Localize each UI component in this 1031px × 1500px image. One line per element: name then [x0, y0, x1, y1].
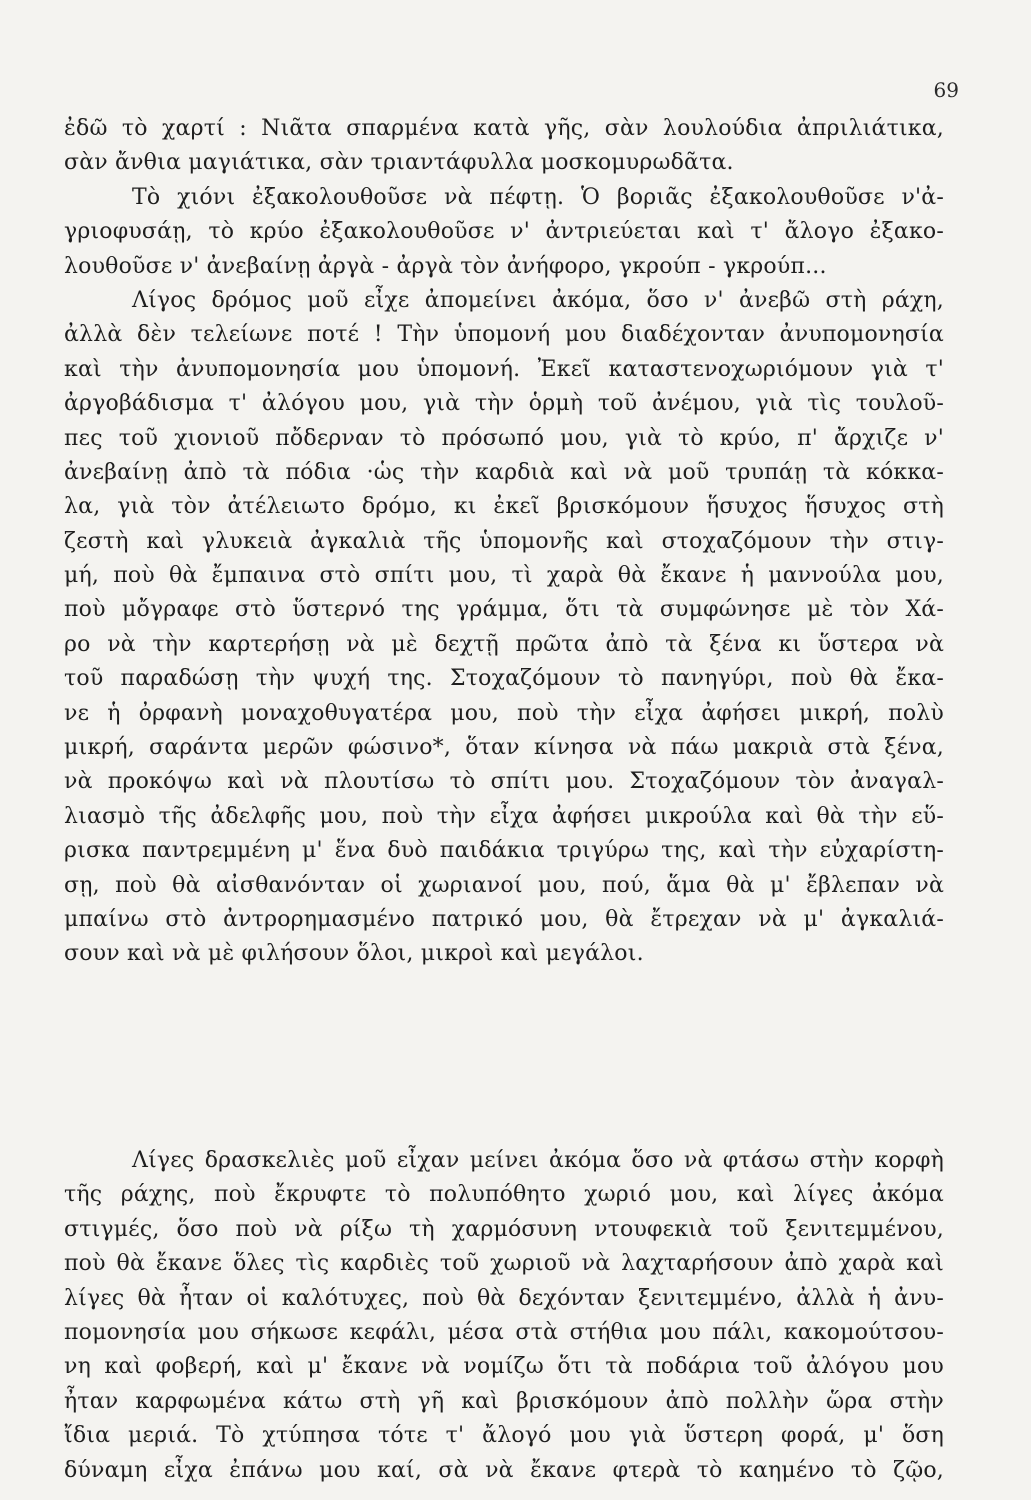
text-line: μικρή, σαράντα μερῶν φώσινο*, ὅταν κίνησα νὰ πάω μακριὰ στὰ ξένα, — [64, 735, 944, 761]
page-number: 69 — [933, 78, 959, 102]
text-block-lower — [64, 1144, 944, 1488]
text-line: Λίγες δρασκελιὲς μοῦ εἶχαν μείνει ἀκόμα ὅσο νὰ φτάσω στὴν κορφὴ — [132, 1148, 944, 1173]
text-line: ρισκα παντρεμμένη μ' ἕνα δυὸ παιδάκια τριγύρω της, καὶ τὴν εὐχαρίστη- — [64, 838, 944, 864]
text-line: Τὸ χιόνι ἐξακολουθοῦσε νὰ πέφτῃ. Ὁ βοριᾶς ἐξακολουθοῦσε ν'ἀ- — [132, 184, 944, 210]
text-line: νὰ προκόψω καὶ νὰ πλουτίσω τὸ σπίτι μου. Στοχαζόμουν τὸν ἀναγαλ- — [64, 769, 944, 795]
text-line: λα, γιὰ τὸν ἀτέλειωτο δρόμο, κι ἐκεῖ βρισκόμουν ἥσυχος ἥσυχος στὴ — [64, 494, 944, 520]
text-line: τοῦ παραδώσῃ τὴν ψυχή της. Στοχαζόμουν τὸ πανηγύρι, ποὺ θὰ ἔκα- — [64, 666, 944, 692]
text-line: καὶ τὴν ἀνυπομονησία μου ὑπομονή. Ἐκεῖ καταστενοχωριόμουν γιὰ τ' — [64, 356, 944, 382]
text-line: πομονησία μου σήκωσε κεφάλι, μέσα στὰ στήθια μου πάλι, κακομούτσου- — [64, 1319, 944, 1345]
text-line: τῆς ράχης, ποὺ ἔκρυφτε τὸ πολυπόθητο χωριό μου, καὶ λίγες ἀκόμα — [64, 1182, 944, 1208]
text-line: νη καὶ φοβερή, καὶ μ' ἔκανε νὰ νομίζω ὅτι τὰ ποδάρια τοῦ ἀλόγου μου — [64, 1354, 944, 1380]
text-line: ζεστὴ καὶ γλυκειὰ ἀγκαλιὰ τῆς ὑπομονῆς καὶ στοχαζόμουν τὴν στιγ- — [64, 528, 944, 554]
text-line: σῃ, ποὺ θὰ αἰσθανόνταν οἱ χωριανοί μου, πού, ἅμα θὰ μ' ἔβλεπαν νὰ — [64, 872, 944, 898]
text-line: ἴδια μεριά. Τὸ χτύπησα τότε τ' ἄλογό μου γιὰ ὕστερη φορά, μ' ὅση — [64, 1423, 944, 1449]
text-line: νε ἡ ὀρφανὴ μοναχοθυγατέρα μου, ποὺ τὴν εἶχα ἀφήσει μικρή, πολὺ — [64, 700, 944, 726]
text-line: Λίγος δρόμος μοῦ εἶχε ἀπομείνει ἀκόμα, ὅσο ν' ἀνεβῶ στὴ ράχη, — [132, 287, 944, 313]
text-line: ἀλλὰ δὲν τελείωνε ποτέ ! Τὴν ὑπομονή μου διαδέχονταν ἀνυπομονησία — [64, 322, 944, 348]
text-line: γριοφυσάῃ, τὸ κρύο ἐξακολουθοῦσε ν' ἀντριεύεται καὶ τ' ἄλογο ἐξακο- — [64, 219, 944, 245]
text-line: μπαίνω στὸ ἀντρορημασμένο πατρικό μου, θὰ ἔτρεχαν νὰ μ' ἀγκαλιά- — [64, 906, 944, 932]
text-line: δύναμη εἶχα ἐπάνω μου καί, σὰ νὰ ἔκανε φτερὰ τὸ καημένο τὸ ζῷο, — [64, 1457, 944, 1483]
text-line: πες τοῦ χιονιοῦ πὄδερναν τὸ πρόσωπό μου, γιὰ τὸ κρύο, π' ἄρχιζε ν' — [64, 425, 944, 451]
text-line: σουν καὶ νὰ μὲ φιλήσουν ὅλοι, μικροὶ καὶ μεγάλοι. — [64, 941, 644, 967]
text-line: ἦταν καρφωμένα κάτω στὴ γῆ καὶ βρισκόμουν ἀπὸ πολλὴν ὥρα στὴν — [64, 1388, 944, 1414]
text-line: ἀνεβαίνῃ ἀπὸ τὰ πόδια ·ὡς τὴν καρδιὰ καὶ νὰ μοῦ τρυπάῃ τὰ κόκκα- — [64, 459, 944, 485]
text-line: ρο νὰ τὴν καρτερήσῃ νὰ μὲ δεχτῇ πρῶτα ἀπὸ τὰ ξένα κι ὕστερα νὰ — [64, 631, 944, 657]
text-line: λιασμὸ τῆς ἀδελφῆς μου, ποὺ τὴν εἶχα ἀφήσει μικρούλα καὶ θὰ τὴν εὕ- — [64, 803, 944, 829]
text-line: ποὺ μὄγραφε στὸ ὕστερνό της γράμμα, ὅτι τὰ συμφώνησε μὲ τὸν Χά- — [64, 597, 944, 623]
text-line: λουθοῦσε ν' ἀνεβαίνῃ ἀργὰ - ἀργὰ τὸν ἀνήφορο, γκρούπ - γκρούπ... — [64, 253, 827, 279]
text-line: σὰν ἄνθια μαγιάτικα, σὰν τριαντάφυλλα μοσκομυρωδᾶτα. — [64, 150, 734, 176]
text-line: λίγες θὰ ἦταν οἱ καλότυχες, ποὺ θὰ δεχόνταν ξενιτεμμένο, ἀλλὰ ἡ ἀνυ- — [64, 1285, 944, 1311]
text-line: μή, ποὺ θὰ ἔμπαινα στὸ σπίτι μου, τὶ χαρὰ θὰ ἔκανε ἡ μαννούλα μου, — [64, 563, 944, 589]
text-line: ποὺ θὰ ἔκανε ὅλες τὶς καρδιὲς τοῦ χωριοῦ νὰ λαχταρήσουν ἀπὸ χαρὰ καὶ — [64, 1251, 944, 1277]
text-line: ἐδῶ τὸ χαρτί : Νιᾶτα σπαρμένα κατὰ γῆς, σὰν λουλούδια ἀπριλιάτικα, — [64, 116, 944, 141]
text-line: στιγμές, ὅσο ποὺ νὰ ρίξω τὴ χαρμόσυνη ντουφεκιὰ τοῦ ξενιτεμμένου, — [64, 1216, 944, 1242]
text-block-upper — [64, 112, 944, 972]
text-line: ἀργοβάδισμα τ' ἀλόγου μου, γιὰ τὴν ὁρμὴ τοῦ ἀνέμου, γιὰ τὶς τουλοῦ- — [64, 391, 944, 417]
